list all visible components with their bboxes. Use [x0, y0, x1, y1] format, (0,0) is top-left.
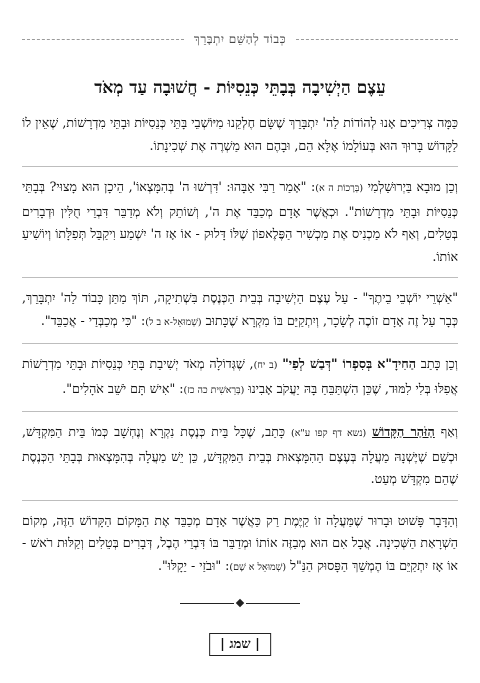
paragraph-4	[22, 353, 458, 402]
ornament-divider	[0, 600, 480, 606]
header-dashed-rule-left	[22, 39, 184, 40]
paragraph-1	[22, 112, 458, 157]
paragraph-6	[22, 510, 458, 580]
paragraph-3-text-a: "אַשְׁרֵי יוֹשְׁבֵי בֵיתֶךָ" - עַל עֶצֶם הַיְשִׁיבָה בְּבֵית הַכְּנֶסֶת בִּשְׁתִיקָה, תּוֹךְ מַתַּן כָּבוֹד לַה' יִתְבָּרֵךְ, כְּבָר עַל זֶה אָדָם זוֹכֶה לְשָׂכָר, וְיִתְקַיֵּם בּוֹ מִקְרָא שֶׁכָּתוּב	[22, 290, 458, 328]
diamond-icon	[236, 599, 244, 607]
paragraph-4-text-a: וְכֵן כָּתַב	[416, 356, 459, 371]
paragraph-2-text-b: : "אָמַר רַבִּי אַבָּהוּ: 'דִּרְשׁוּ ה' בְּהִמָּצְאוֹ', הֵיכָן הוּא מָצוּי? בְּבָתֵּי כְּנֵסִיּוֹת וּבָתֵּי מִדְרָשׁוֹת". וּכְאֲשֶׁר אָדָם מְכַבֵּד אֶת ה', וְשׁוֹתֵק וְלֹא מְדַבֵּר דִּבְרֵי חֻלִּין וּדְבָרִים בְּטֵלִים, וְאַף לֹא מַכְנִיס אֶת מַכְשִׁיר הַפֶּלֶאפוֹן שֶׁלּוֹ דָּלוּק - אוֹ אָז ה' יִשְׁמַע וִיקַבֵּל תְּפִלָּתוֹ וְיוֹשִׁיעַ אוֹתוֹ.	[22, 179, 458, 264]
paragraph-4-text-b: , שֶׁגְּדוֹלָה מְאֹד יְשִׁיבַת בָּתֵּי כְּנֵסִיּוֹת וּבָתֵּי מִדְרָשׁוֹת אֲפִלּוּ בְּלִי לִמּוּד, שֶׁכֵּן הִשְׁתַּבֵּחַ בָּהּ יַעֲקֹב אָבִינוּ	[22, 356, 458, 396]
source-reference: (נשא דף קפו ע"א)	[290, 428, 367, 439]
running-header	[22, 28, 458, 50]
paragraph-5-text-a: וְאַף	[434, 424, 459, 439]
divider	[22, 277, 458, 278]
source-reference: (בְּרֵאשִׁית כה כז)	[183, 384, 245, 396]
source-reference: (שְׁמוּאֵל א שָׁם)	[229, 561, 287, 573]
divider	[22, 411, 458, 412]
book-name: הַחִידָ"א בְּסִפְרוֹ "דְּבַשׁ לְפִי"	[282, 356, 417, 371]
source-reference: (שְׁמוּאֵל-א ב ל)	[145, 316, 202, 328]
divider	[22, 343, 458, 344]
paragraph-5	[22, 421, 458, 491]
divider	[22, 500, 458, 501]
divider	[22, 166, 458, 167]
paragraph-6-text-a: וְהַדָּבָר פָּשׁוּט וּבָרוּר שֶׁמַּעֲלָה זוֹ קַיֶּמֶת רַק כַּאֲשֶׁר אָדָם מְכַבֵּד אֶת הַמָּקוֹם הַקָּדוֹשׁ הַזֶּה, מְקוֹם הַשְׁרָאַת הַשְּׁכִינָה. אֲבָל אִם הוּא מְבַזֶּה אוֹתוֹ וּמְדַבֵּר בּוֹ דִּבְרֵי הֶבֶל, דְּבָרִים בְּטֵלִים וְקַלּוּת רֹאשׁ - אוֹ אָז יִתְקַיֵּם בּוֹ הֶמְשֵׁךְ הַפָּסוּק הַנַּ"ל	[22, 512, 458, 573]
paragraph-3-text-b: : "כִּי מְכַבְּדַי - אֲכַבֵּד".	[40, 312, 146, 328]
paragraph-2	[22, 176, 458, 268]
paragraph-2-text-a: וְכֵן מוּבָא בַּיְרוּשַׁלְמִי	[367, 179, 458, 194]
header-text: כְּבוֹד לְהַשֵּׁם יִתְבָּרֵךְ	[193, 31, 287, 46]
paragraph-5-text-b: כָּתַב, שֶׁכָּל בֵּית כְּנֶסֶת נִקְרָא וְנֶחְשָׁב כְּמוֹ בֵּית הַמִּקְדָּשׁ, וּכְשֵׁם שֶׁיֶּשְׁנָהּ מַעֲלָה בְּעֶצֶם הַהִמָּצְאוּת בְּבֵית הַמִּקְדָּשׁ, כֵּן יֵשׁ מַעֲלָה בְּהִמָּצְאוּת בְּבָתֵּי הַכְּנֶסֶת שֶׁהֵם מִקְדָּשׁ מְעַט.	[22, 424, 458, 486]
paragraph-6-text-b: : "וּבֹזַי - יֵקָלּוּ".	[158, 557, 230, 573]
page-number: | שמג |	[209, 633, 271, 656]
paragraph-1-text: כַּמָּה צְרִיכִים אָנוּ לְהוֹדוֹת לַה' יִתְבָּרֵךְ שֶׁשָּׂם חֶלְקֵנוּ מִיּוֹשְׁבֵי בָּתֵּי כְּנֵסִיּוֹת וּבָתֵּי מִדְרָשׁוֹת, שֶׁאֵין לוֹ לַקָּדוֹשׁ בָּרוּךְ הוּא בְּעוֹלָמוֹ אֶלָּא הֵם, וּבָהֶם הוּא מַשְׁרֶה אֶת שְׁכִינָתוֹ.	[22, 115, 458, 153]
paragraph-3	[22, 287, 458, 334]
book-name: הַזֹּהַר הַקָּדוֹשׁ	[372, 424, 435, 439]
page-title: עֵצֶם הַיְשִׁיבָה בְּבָתֵּי כְּנֵסִיּוֹת - חֲשׁוּבָה עַד מְאֹד	[94, 78, 386, 98]
ornament-line-right	[246, 603, 300, 604]
header-dashed-rule-right	[296, 39, 458, 40]
source-reference: (בְּרָכוֹת ה א)	[315, 183, 364, 194]
ornament-line-left	[180, 603, 234, 604]
source-reference: (ב יח)	[253, 360, 278, 371]
paragraph-4-text-c: : "אִישׁ תָּם יֹשֵׁב אֹהָלִים".	[62, 380, 184, 396]
